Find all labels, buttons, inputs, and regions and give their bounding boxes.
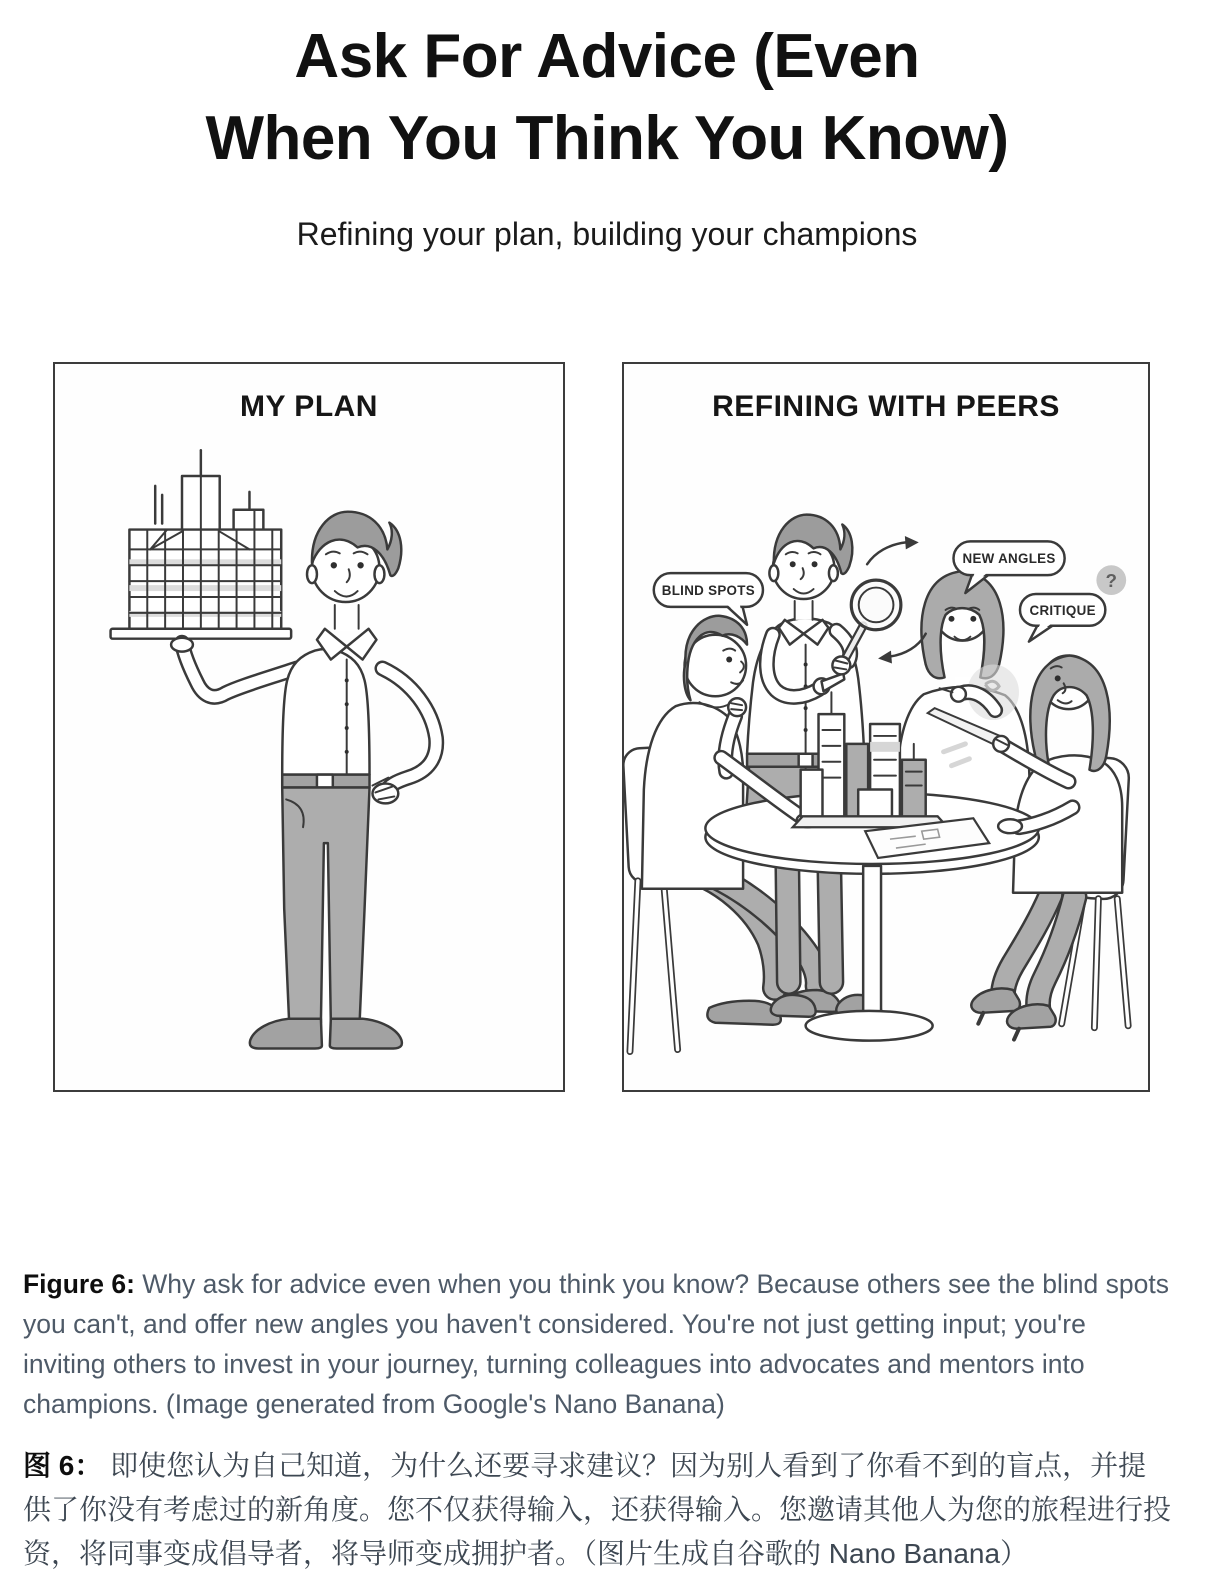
question-mark-label: ? xyxy=(1105,570,1118,592)
bubble-blind-spots-label: BLIND SPOTS xyxy=(661,583,755,599)
figure-caption-chinese-text: 即使您认为自己知道，为什么还要寻求建议？因为别人看到了你看不到的盲点，并提供了你没有考虑过的新角度。您不仅获得输入，还获得输入。您邀请其他人为您的旅程进行投资，将同事变成倡导者，将导师变成拥护者。（图片生成自谷歌的 Nano Banana） xyxy=(23,1450,1172,1569)
panel-title-refining-with-peers: REFINING WITH PEERS xyxy=(712,390,1060,423)
page-title-line2: When You Think You Know) xyxy=(205,104,1009,173)
figure-panel-refining-with-peers xyxy=(622,362,1150,1092)
page-title-line1: Ask For Advice (Even xyxy=(294,22,920,91)
curved-arrow-left-icon xyxy=(878,634,926,664)
speech-bubble-new-angles xyxy=(953,541,1064,593)
figure-caption-english xyxy=(23,1264,1171,1424)
panel-title-my-plan: MY PLAN xyxy=(240,390,378,423)
refining-with-peers-illustration xyxy=(624,364,1148,1090)
page-subtitle: Refining your plan, building your champions xyxy=(296,216,918,252)
question-mark-badge xyxy=(1096,565,1126,595)
figure-caption-chinese-label: 图 6： xyxy=(23,1450,103,1481)
tray xyxy=(111,629,292,639)
figure-caption-english-text: Why ask for advice even when you think you know? Because others see the blind spots you can't, and offer new angles you haven't considered. You're not just getting input; you're inviting others to invest in your journey, turning colleagues into advocates and mentors into champions. (Image generated from Google's Nano Banana) xyxy=(23,1268,1169,1419)
figure-caption-english-label: Figure 6: xyxy=(23,1268,135,1299)
curved-arrow-up-icon xyxy=(867,536,919,564)
building-model xyxy=(129,450,281,629)
bubble-critique-label: CRITIQUE xyxy=(1029,602,1096,618)
page-title xyxy=(0,16,1214,180)
speech-bubble-critique xyxy=(1020,594,1105,642)
bubble-new-angles-label: NEW ANGLES xyxy=(962,551,1056,567)
figure-caption-chinese xyxy=(23,1444,1171,1576)
my-plan-illustration xyxy=(55,364,563,1090)
figure-panel-my-plan xyxy=(53,362,565,1092)
